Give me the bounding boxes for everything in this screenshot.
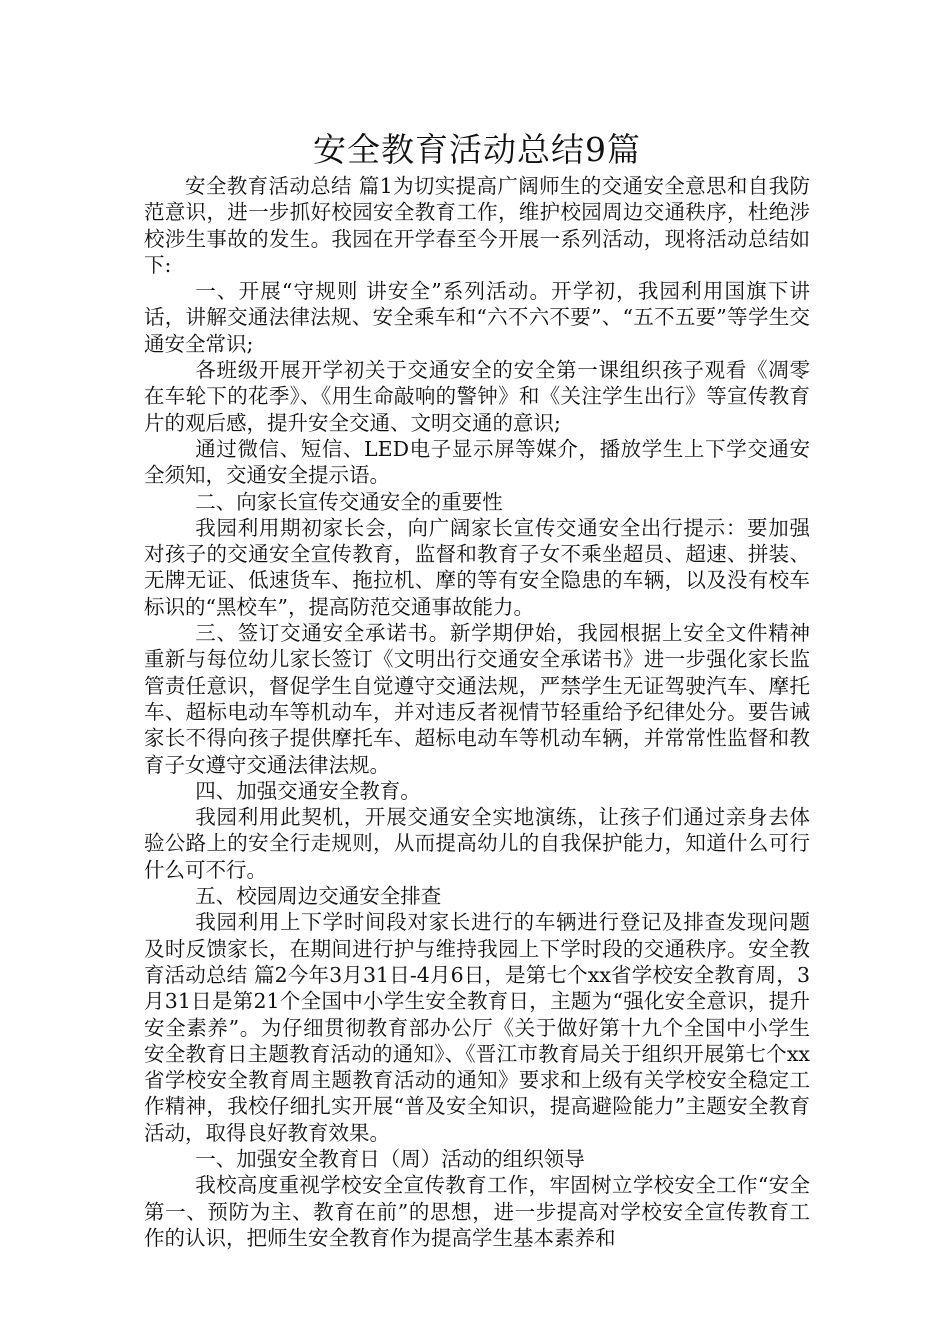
paragraph-parent-meeting: 我园利用期初家长会，向广阔家长宣传交通安全出行提示：要加强对孩子的交通安全宣传教育，监督和教育子女不乘坐超员、超速、拼装、无牌无证、低速货车、拖拉机、摩的等有安全隐患的车辆，以及没有校车标识的“黑校车”，提高防范交通事故能力。 [144, 515, 810, 619]
heading-section-4: 四、加强交通安全教育。 [195, 778, 421, 803]
paragraph-section-3: 三、签订交通安全承诺书。新学期伊始，我园根据上安全文件精神重新与每位幼儿家长签订《文明出行交通安全承诺书》进一步强化家长监管责任意识，督促学生自觉遵守交通法规，严禁学生无证驾驶汽车、摩托车、超标电动车等机动车，并对违反者视情节轻重给予纪律处分。要告诫家长不得向孩子提供摩托车、超标电动车等机动车辆，并常常性监督和教育子女遵守交通法律法规。 [144, 621, 810, 777]
document-title: 安全教育活动总结9篇 [313, 130, 641, 169]
paragraph-class-activities: 各班级开展开学初关于交通安全的安全第一课组织孩子观看《凋零在车轮下的花季》、《用生命敲响的警钟》和《关注学生出行》等宣传教育片的观后感，提升安全交通、文明交通的意识; [144, 358, 810, 435]
heading-section-2: 二、向家长宣传交通安全的重要性 [195, 489, 503, 514]
heading-leadership: 一、加强安全教育日（周）活动的组织领导 [195, 1146, 585, 1171]
paragraph-section-1: 一、开展“守规则 讲安全”系列活动。开学初，我园利用国旗下讲话，讲解交通法律法规、安全乘车和“六不六不要”、“五不五要”等学生交通安全常识; [144, 279, 810, 356]
paragraph-drill: 我园利用此契机，开展交通安全实地演练，让孩子们通过亲身去体验公路上的安全行走规则，从而提高幼儿的自我保护能力，知道什么可行什么可不行。 [144, 805, 810, 882]
document-page [144, 128, 810, 1251]
heading-section-5: 五、校园周边交通安全排查 [195, 884, 442, 909]
paragraph-emphasis: 我校高度重视学校安全宣传教育工作，牢固树立学校安全工作“安全第一、预防为主、教育在前”的思想，进一步提高对学校安全宣传教育工作的认识，把师生安全教育作为提高学生基本素养和 [144, 1173, 810, 1250]
paragraph-inspection-and-article-2: 我园利用上下学时间段对家长进行的车辆进行登记及排查发现问题及时反馈家长，在期间进行护与维持我园上下学时段的交通秩序。安全教育活动总结 篇2今年3月31日-4月6日，是第七个xx省学校安全教育周，3月31日是第21个全国中小学生安全教育日，主题为“强化安全意识，提升安全素养”。为仔细贯彻教育部办公厅《关于做好第十九个全国中小学生安全教育日主题教育活动的通知》、《晋江市教育局关于组织开展第七个xx省学校安全教育周主题教育活动的通知》要求和上级有关学校安全稳定工作精神，我校仔细扎实开展“普及安全知识，提高避险能力”主题安全教育活动，取得良好教育效果。 [144, 910, 810, 1145]
paragraph-media: 通过微信、短信、LED电子显示屏等媒介，播放学生上下学交通安全须知，交通安全提示语。 [144, 436, 810, 488]
paragraph-intro: 安全教育活动总结 篇1为切实提高广阔师生的交通安全意思和自我防范意识，进一步抓好校园安全教育工作，维护校园周边交通秩序，杜绝涉校涉生事故的发生。我园在开学春至今开展一系列活动，现将活动总结如下: [144, 174, 810, 277]
